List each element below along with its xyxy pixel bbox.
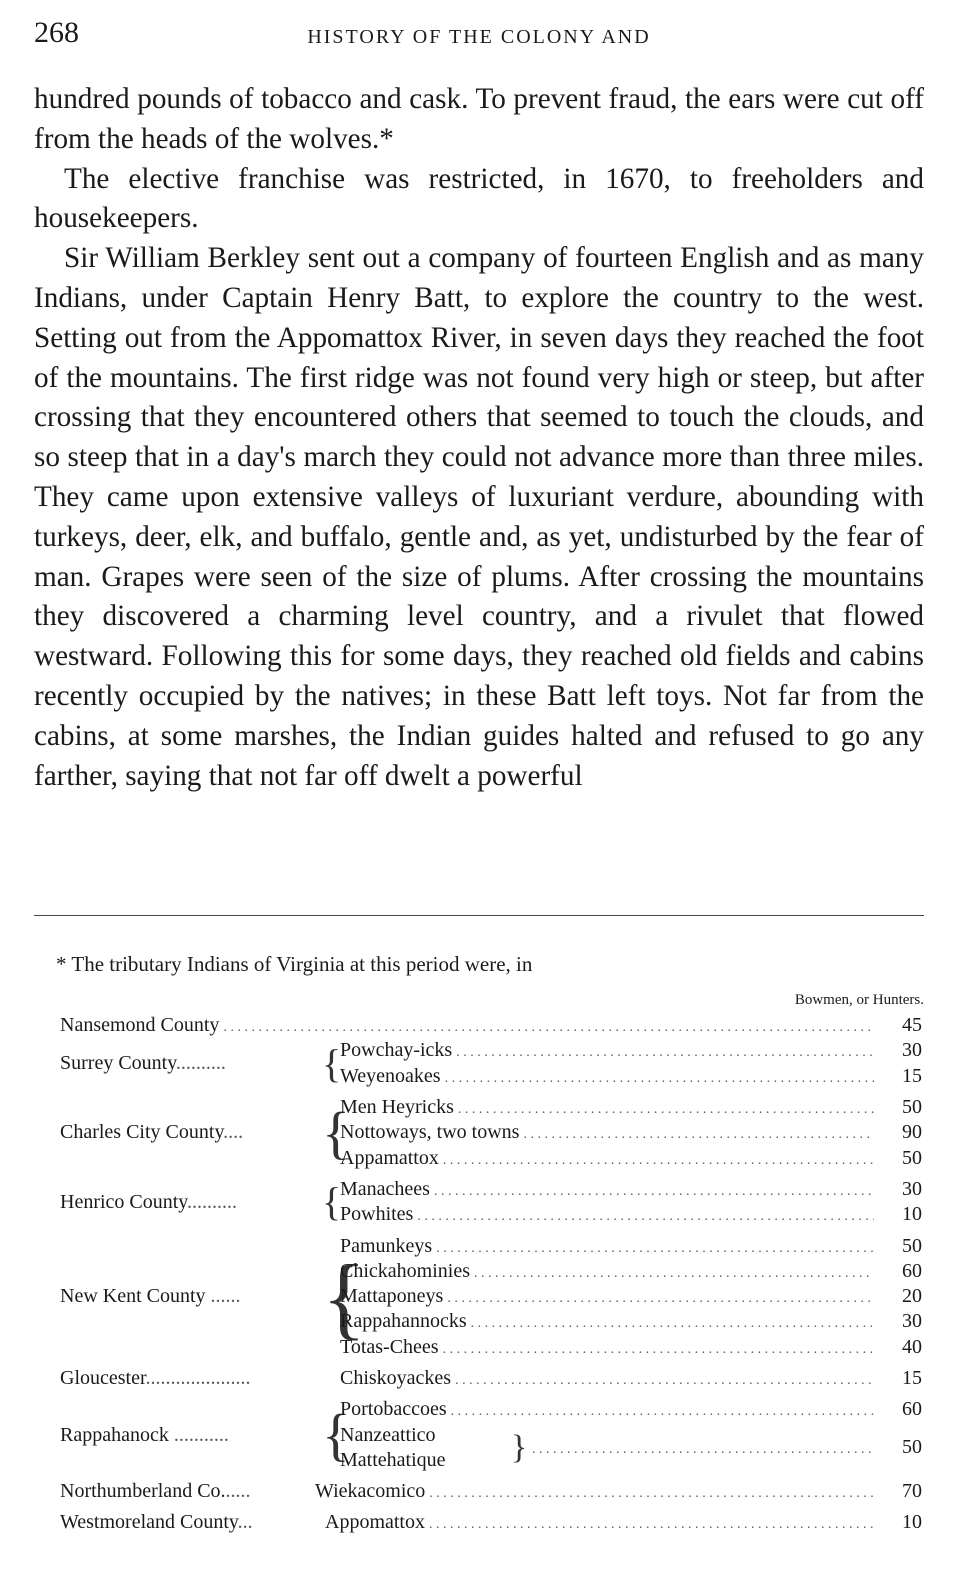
closing-brace: }	[510, 1428, 528, 1466]
table-row: Charles City County.... { Men Heyricks . . . 50 Nottoways, two towns . . . 90 Appamattox . . . 50	[60, 1095, 922, 1171]
hunter-count: 30	[902, 1310, 922, 1333]
hunter-count: 60	[902, 1398, 922, 1421]
tribe-name: Mattehatique	[340, 1448, 446, 1471]
hunter-count: 50	[902, 1436, 922, 1459]
county-name: Gloucester	[60, 1367, 146, 1389]
hunter-count: 10	[902, 1203, 922, 1226]
hunter-count: 90	[902, 1121, 922, 1144]
footnote-intro: * The tributary Indians of Virginia at this period were, in	[56, 952, 533, 976]
brace: {	[322, 1402, 350, 1468]
county-name: Westmoreland County	[60, 1511, 238, 1534]
column-header: Bowmen, or Hunters.	[794, 992, 924, 1008]
brace: {	[322, 1099, 350, 1165]
hunter-count: 40	[902, 1335, 922, 1358]
table-row: New Kent County ...... { Pamunkeys . . . 50 Chickahominies . . . 60 Mattaponeys . . . 20 Rappahannocks . . . 30 Totas-Chees . . . 40	[60, 1233, 922, 1359]
table-row: Northumberland Co...... Wiekacomico . . . 70	[60, 1479, 922, 1504]
table-row: Rappahanock ........... { Portobaccoes . . . 60 Nanzeattico Mattehatique } . . . 50	[60, 1397, 922, 1473]
county-name: Charles City County	[60, 1121, 224, 1144]
county-name: Surrey County	[60, 1052, 176, 1075]
tribe-name: Rappahannocks	[340, 1310, 467, 1333]
table-row: Surrey County.......... { Powchay-icks . . . 30 Weyenoakes . . . 15	[60, 1038, 922, 1089]
table-row	[60, 1013, 922, 1038]
tribe-name: Appamattox	[340, 1146, 439, 1169]
tribe-name: Totas-Chees	[340, 1335, 439, 1358]
tribe-name: Chiskoyackes	[340, 1367, 452, 1389]
tributary-table	[60, 1013, 922, 1536]
paragraph-3: Sir William Berkley sent out a company of fourteen English and as many Indians, under Captain Henry Batt, to explore the country to the west. Setting out from the Appomattox River, in seven days they reached the foot of the mountains. The first ridge was not found very high or steep, but after crossing that they encountered others that seemed to touch the clouds, and so steep that in a day's march they could not advance more than three miles. They came upon extensive valleys of luxuriant verdure, abounding with turkeys, deer, elk, and buffalo, gentle and, as yet, undisturbed by the fear of man. Grapes were seen of the size of plums. After crossing the mountains they discovered a charming level country, and a rivulet that flowed westward. Following this for some days, they reached old fields and cabins recently occupied by the natives; in these Batt left toys. Not far from the cabins, at some marshes, the Indian guides halted and refused to go any farther, saying that not far off dwelt a powerful	[34, 242, 924, 792]
hunter-count: 60	[902, 1259, 922, 1282]
hunter-count: 20	[902, 1285, 922, 1308]
county-name: Rappahanock	[60, 1423, 169, 1446]
hunter-count: 70	[902, 1480, 922, 1503]
hunter-count: 45	[902, 1014, 922, 1037]
hunter-count: 50	[902, 1146, 922, 1169]
hunter-count: 30	[902, 1177, 922, 1200]
hunter-count: 30	[902, 1039, 922, 1062]
hunter-count: 15	[902, 1367, 922, 1389]
brace: {	[322, 1179, 342, 1225]
tribe-name: Manachees	[340, 1177, 430, 1200]
hunter-count: 15	[902, 1064, 922, 1087]
brace: {	[322, 1245, 367, 1348]
paragraph-1: hundred pounds of tobacco and cask. To prevent fraud, the ears were cut off from the heads of the wolves.*	[34, 83, 924, 155]
body-text	[34, 80, 924, 796]
footnote-divider	[34, 915, 924, 916]
tribe-name: Nottoways, two towns	[340, 1121, 520, 1144]
tribe-name: Wiekacomico	[315, 1480, 426, 1503]
hunter-count: 50	[902, 1234, 922, 1257]
tribe-name: Powhites	[340, 1203, 414, 1226]
page-header	[34, 14, 924, 54]
table-row: Henrico County.......... { Manachees . . . 30 Powhites . . . 10	[60, 1177, 922, 1228]
tribe-name: Mattaponeys	[340, 1285, 444, 1308]
running-head: HISTORY OF THE COLONY AND	[307, 26, 651, 48]
tribe-name: Portobaccoes	[340, 1398, 447, 1421]
county-name: New Kent County	[60, 1285, 206, 1308]
page-number: 268	[34, 16, 79, 49]
county-name: Northumberland Co.	[60, 1480, 226, 1503]
county-name: Henrico County	[60, 1190, 188, 1213]
tribe-name: Nanzeattico	[340, 1423, 436, 1446]
tribe-name: Men Heyricks	[340, 1096, 454, 1119]
county-name: Nansemond County	[60, 1014, 220, 1037]
hunter-count: 50	[902, 1096, 922, 1119]
tribe-name: Chickahominies	[340, 1259, 470, 1282]
tribe-name: Weyenoakes	[340, 1064, 441, 1087]
table-row: Westmoreland County... Appomattox . . . 10	[60, 1510, 922, 1535]
table-row: Gloucester..................... Chiskoyackes . . . 15	[60, 1366, 922, 1391]
tribe-name: Pamunkeys	[340, 1234, 433, 1257]
paragraph-2: The elective franchise was restricted, in 1670, to freeholders and housekeepers.	[34, 162, 924, 235]
hunter-count: 10	[902, 1511, 922, 1534]
brace: {	[322, 1040, 342, 1086]
tribe-name: Appomattox	[325, 1511, 425, 1534]
tribe-name: Powchay-icks	[340, 1039, 453, 1062]
